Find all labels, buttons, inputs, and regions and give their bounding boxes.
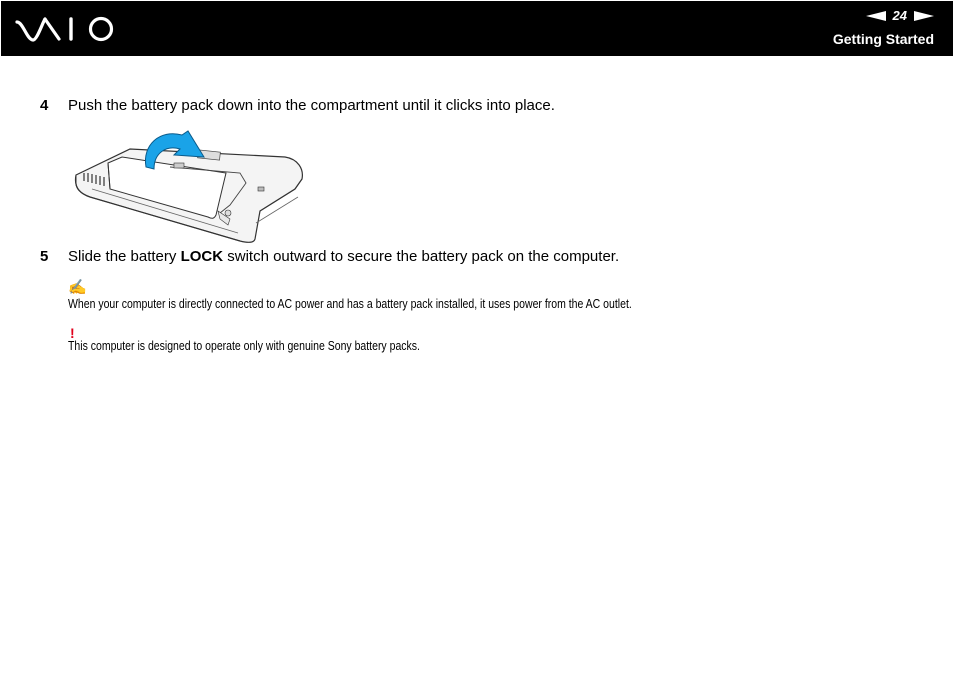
lock-label: LOCK (180, 248, 224, 265)
step-text: Push the battery pack down into the compartment until it clicks into place. (68, 97, 555, 114)
arrow-left-icon[interactable] (866, 10, 886, 22)
header-bar (1, 1, 953, 56)
step-number: 5 (40, 248, 49, 265)
arrow-right-icon[interactable] (914, 10, 934, 22)
pen-note-icon: ✍ (68, 279, 87, 296)
step-number: 4 (40, 97, 49, 114)
note-text: When your computer is directly connected to AC power and has a battery pack installed, it uses power from the AC outlet. (68, 297, 632, 311)
page-number: 24 (892, 8, 907, 23)
warning-text: This computer is designed to operate only with genuine Sony battery packs. (68, 339, 420, 353)
step-5 (40, 248, 619, 265)
step-4 (40, 97, 555, 114)
step-text-before: Slide the battery (68, 248, 181, 265)
battery-insertion-illustration (70, 127, 306, 245)
step-text-after: switch outward to secure the battery pack on the computer. (223, 248, 620, 265)
vaio-logo (15, 16, 121, 42)
page-nav (866, 8, 934, 23)
section-title[interactable]: Getting Started (832, 31, 934, 47)
exclamation-icon: ! (70, 325, 75, 341)
